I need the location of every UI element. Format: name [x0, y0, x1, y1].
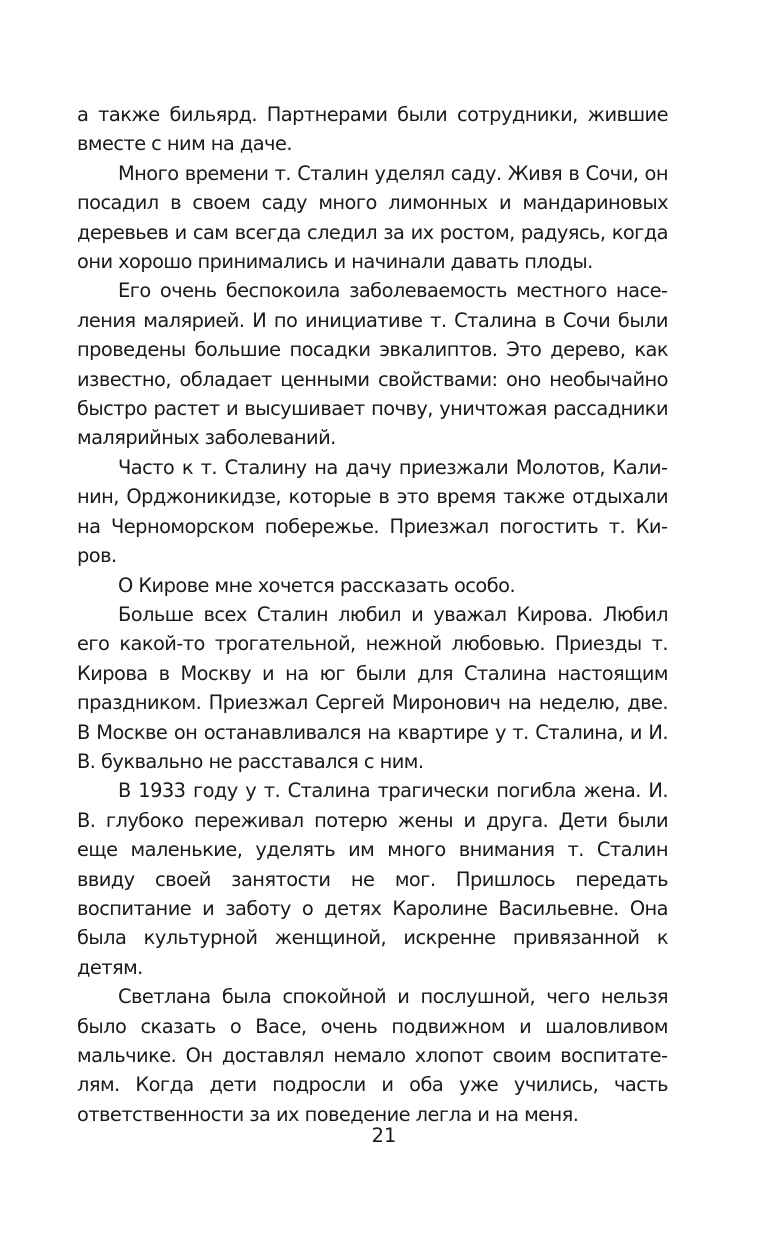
page-number: 21 — [371, 1124, 397, 1147]
paragraph-4: Часто к т. Сталину на дачу приезжали Молотов, Калинин, Орджоникидзе, которые в это время также отдыхали на Черноморском побережье. Приезжал погостить т. Киров. — [77, 455, 668, 568]
page-body — [77, 100, 668, 1129]
paragraph-3: Его очень беспокоила заболеваемость местного населения малярией. И по инициативе т. Сталина в Сочи были проведены большие посадки эвкалиптов. Это дерево, как известно, обладает ценными свойствами: оно необычайно быстро растет и высушивает почву, уничтожая рассадники малярийных заболеваний. — [77, 279, 668, 450]
paragraph-6: Больше всех Сталин любил и уважал Кирова. Любил его какой-то трогательной, нежной любовью. Приезды т. Кирова в Москву и на юг были для Сталина настоящим праздником. Приезжал Сергей Миронович на неделю, две. В Москве он останавливался на квартире у т. Сталина, и И. В. буквально не расставался с ним. — [77, 602, 668, 773]
paragraph-5: О Кирове мне хочется рассказать особо. — [118, 573, 516, 597]
paragraph-7: В 1933 году у т. Сталина трагически погибла жена. И. В. глубоко переживал потерю жены и друга. Дети были еще маленькие, уделять им много внимания т. Сталин ввиду своей занятости не мог. Пришлось передать воспитание и заботу о детях Каролине Васильевне. Она была культурной женщиной, искренне привязанной к детям. — [77, 779, 668, 979]
paragraph-2: Много времени т. Сталин уделял саду. Живя в Сочи, он посадил в своем саду много лимонных и мандариновых деревьев и сам всегда следил за их ростом, радуясь, когда они хорошо принимались и начинали давать плоды. — [77, 161, 668, 274]
paragraph-1: а также бильярд. Партнерами были сотрудники, жившие вместе с ним на даче. — [77, 103, 668, 156]
paragraph-8: Светлана была спокойной и послушной, чего нельзя было сказать о Васе, очень подвижном и шаловливом мальчике. Он доставлял немало хлопот своим воспитателям. Когда дети подросли и оба уже учились, часть ответственности за их поведение легла и на меня. — [77, 985, 668, 1126]
